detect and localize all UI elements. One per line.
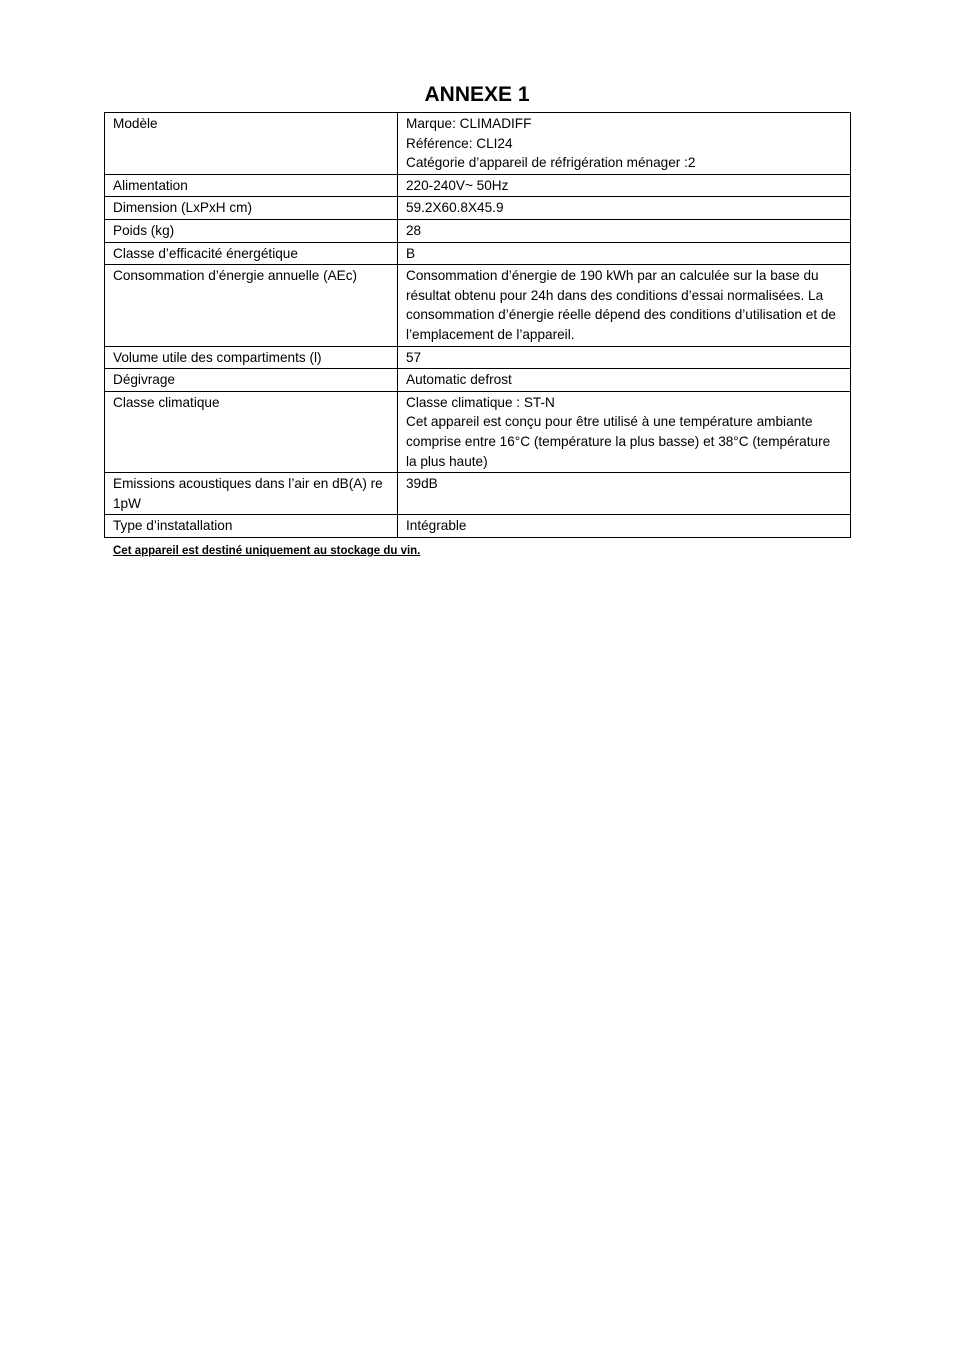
value-line: Cet appareil est conçu pour être utilisé à une température ambiante comprise entre 16°C (température la plus basse) et 38°C (température la plus haute) [406, 414, 831, 469]
value-line: 39dB [406, 476, 438, 492]
row-label: Volume utile des compartiments (l) [105, 346, 398, 369]
table-row [105, 369, 851, 392]
specifications-table [104, 112, 851, 538]
value-line: Marque: CLIMADIFF [406, 116, 532, 131]
row-value [398, 515, 851, 538]
row-label: Classe d’efficacité énergétique [105, 242, 398, 265]
table-row [105, 515, 851, 538]
value-line: 28 [406, 222, 422, 238]
table-row [105, 473, 851, 515]
row-label: Modèle [105, 113, 398, 175]
row-label: Emissions acoustiques dans l’air en dB(A) re 1pW [105, 473, 398, 515]
row-label: Poids (kg) [105, 219, 398, 242]
table-row [105, 197, 851, 220]
row-value [398, 219, 851, 242]
value-line: B [406, 245, 416, 261]
value-line: 220-240V~ 50Hz [406, 177, 509, 193]
page-title: ANNEXE 1 [424, 83, 530, 106]
row-label: Dégivrage [105, 369, 398, 392]
row-label: Alimentation [105, 174, 398, 197]
value-line: Classe climatique : ST-N [406, 394, 555, 410]
usage-note: Cet appareil est destiné uniquement au stockage du vin. [113, 545, 421, 557]
row-label: Dimension (LxPxH cm) [105, 197, 398, 220]
table-row [105, 391, 851, 472]
row-value [398, 391, 851, 472]
row-value [398, 242, 851, 265]
row-value [398, 197, 851, 220]
value-line: Intégrable [406, 518, 467, 534]
row-value [398, 265, 851, 346]
row-label: Consommation d’énergie annuelle (AEc) [105, 265, 398, 346]
row-value [398, 113, 851, 175]
row-value [398, 174, 851, 197]
value-line: 57 [406, 349, 422, 365]
row-value [398, 346, 851, 369]
row-label: Classe climatique [105, 391, 398, 472]
table-row [105, 242, 851, 265]
value-line: Catégorie d’appareil de réfrigération ménager :2 [406, 155, 696, 171]
row-value [398, 473, 851, 515]
table-row [105, 174, 851, 197]
table-row [105, 219, 851, 242]
value-line: Automatic defrost [406, 372, 512, 388]
table-row [105, 346, 851, 369]
value-line: Consommation d’énergie de 190 kWh par an calculée sur la base du résultat obtenu pour 24h dans des conditions d’essai normalisées. La consommation d’énergie réelle dépend des conditions d’utilisation et de l’emplacement de l’appareil. [406, 268, 836, 342]
value-line: Référence: CLI24 [406, 135, 513, 151]
table-row [105, 265, 851, 346]
table-row [105, 113, 851, 175]
row-value [398, 369, 851, 392]
value-line: 59.2X60.8X45.9 [406, 200, 504, 216]
row-label: Type d’instatallation [105, 515, 398, 538]
